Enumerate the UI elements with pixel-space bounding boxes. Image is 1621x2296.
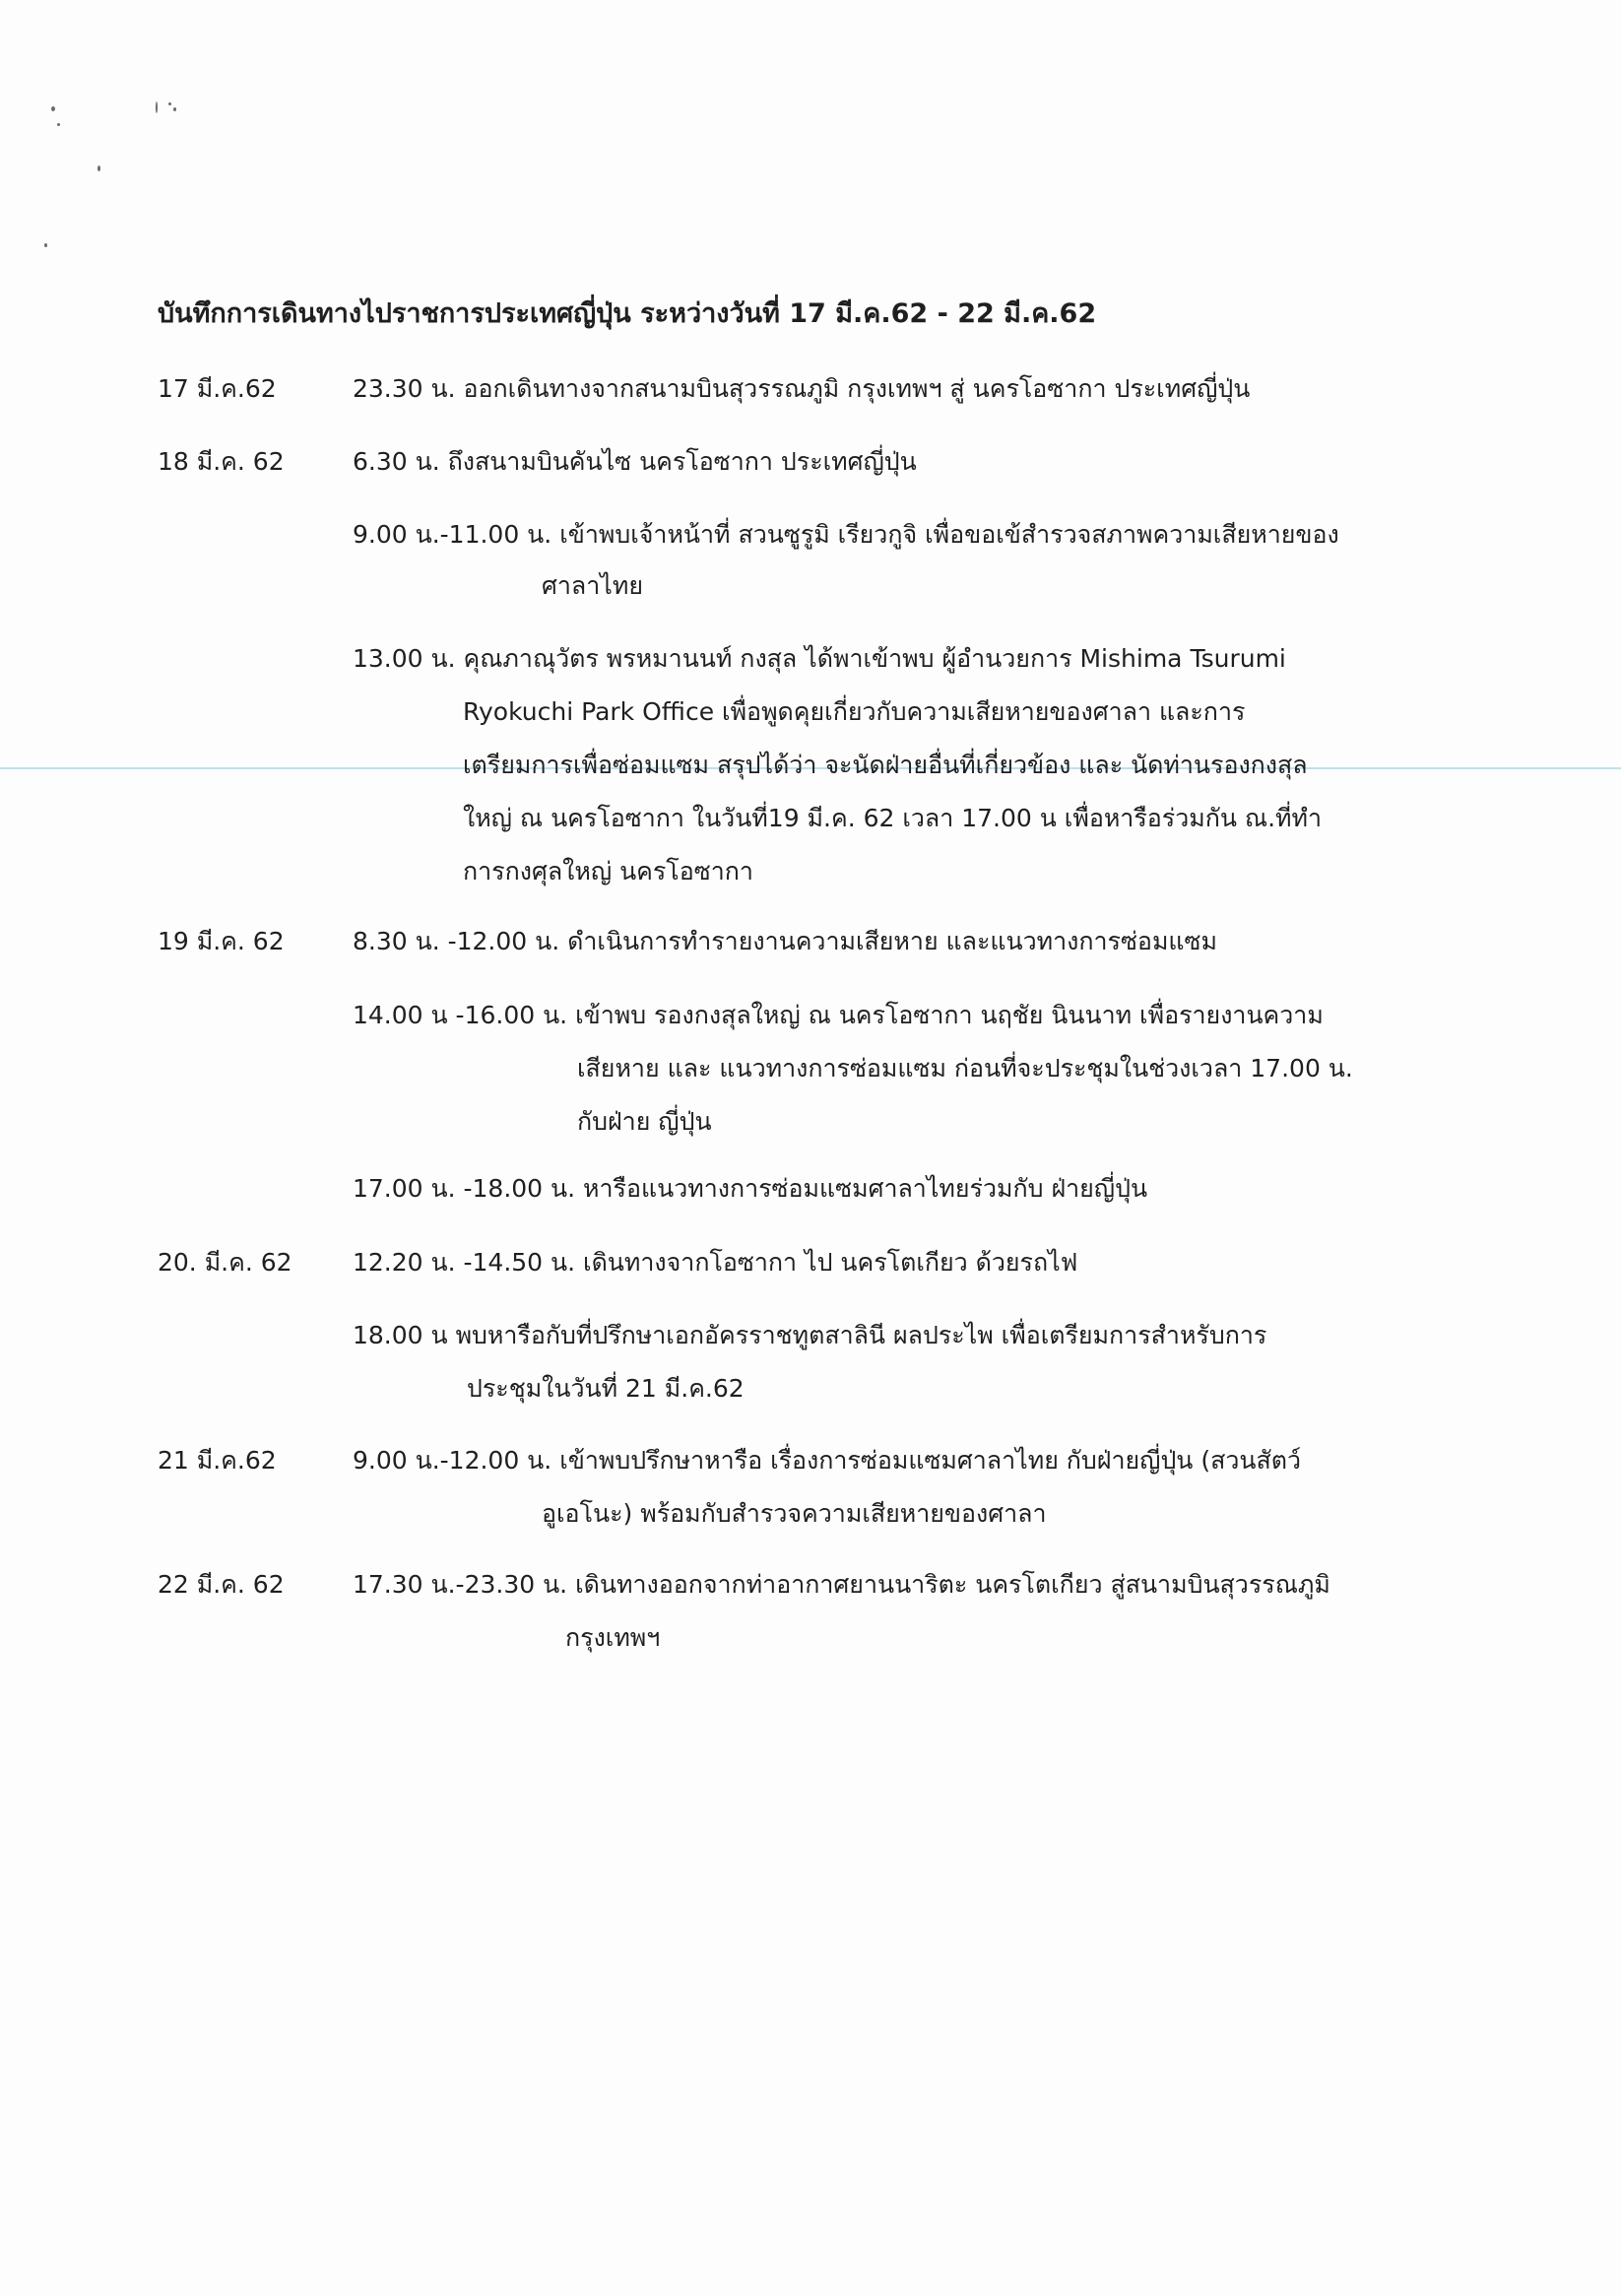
day-date: 19 มี.ค. 62 [158,927,285,955]
schedule-entry [353,1558,1330,1611]
day-date: 21 มี.ค.62 [158,1446,277,1475]
schedule-entry [353,1162,1147,1215]
scan-speck [57,123,60,126]
entry-text: ดำเนินการทำรายงานความเสียหาย และแนวทางการซ่อมแซม [567,927,1217,955]
entry-text: เข้าพบ รองกงสุลใหญ่ ณ นครโอซากา นฤชัย นินนาท เพื่อรายงานความ [575,1001,1324,1029]
scan-speck [173,107,176,111]
scan-speck [44,243,47,247]
entry-time: 8.30 น. -12.00 น. [353,927,560,955]
entry-text: เดินทางออกจากท่าอากาศยานนาริตะ นครโตเกียว สู่สนามบินสุวรรณภูมิ [575,1570,1330,1599]
entry-time: 12.20 น. -14.50 น. [353,1248,576,1277]
entry-continuation: ใหญ่ ณ นครโอซากา ในวันที่19 มี.ค. 62 เวลา 17.00 น เพื่อหารือร่วมกัน ณ.ที่ทำ [463,804,1323,832]
schedule-entry [353,1236,1077,1289]
day-date: 18 มี.ค. 62 [158,447,285,476]
entry-text: ถึงสนามบินคันไซ นครโอซากา ประเทศญี่ปุ่น [447,447,917,476]
document-title: บันทึกการเดินทางไปราชการประเทศญี่ปุ่น ระหว่างวันที่ 17 มี.ค.62 - 22 มี.ค.62 [158,298,1097,329]
entry-text: เดินทางจากโอซากา ไป นครโตเกียว ด้วยรถไฟ [583,1248,1078,1277]
schedule-entry [353,632,1286,686]
entry-text: เข้าพบปรึกษาหารือ เรื่องการซ่อมแซมศาลาไทย กับฝ่ายญี่ปุ่น (สวนสัตว์ [559,1446,1302,1475]
entry-text: หารือแนวทางการซ่อมแซมศาลาไทยร่วมกับ ฝ่ายญี่ปุ่น [583,1174,1148,1203]
entry-continuation: Ryokuchi Park Office เพื่อพูดคุยเกี่ยวกับความเสียหายของศาลา และการ [463,697,1246,726]
entry-continuation: ประชุมในวันที่ 21 มี.ค.62 [467,1374,745,1403]
entry-text: เข้าพบเจ้าหน้าที่ สวนซูรูมิ เรียวกูจิ เพื่อขอเข้สำรวจสภาพความเสียหายของ [559,520,1339,549]
entry-continuation: การกงศุลใหญ่ นครโอซากา [463,857,753,886]
entry-continuation: ศาลาไทย [542,571,643,600]
entry-time: 17.30 น.-23.30 น. [353,1570,568,1599]
entry-time: 9.00 น.-12.00 น. [353,1446,552,1475]
entry-continuation: กรุงเทพฯ [565,1623,661,1652]
schedule-entry [353,435,917,489]
entry-text: ออกเดินทางจากสนามบินสุวรรณภูมิ กรุงเทพฯ สู่ นครโอซากา ประเทศญี่ปุ่น [463,374,1251,403]
scan-speck [168,102,171,105]
schedule-entry [353,362,1250,416]
entry-time: 18.00 น [353,1321,448,1349]
entry-time: 23.30 น. [353,374,456,403]
scan-speck [97,165,100,171]
entry-continuation: กับฝ่าย ญี่ปุ่น [577,1107,712,1136]
entry-time: 9.00 น.-11.00 น. [353,520,552,549]
entry-time: 13.00 น. [353,644,456,673]
day-date: 20. มี.ค. 62 [158,1248,292,1277]
schedule-entry [353,1309,1266,1362]
entry-text: พบหารือกับที่ปรึกษาเอกอัครราชทูตสาลินี ผลประไพ เพื่อเตรียมการสำหรับการ [455,1321,1267,1349]
entry-time: 14.00 น -16.00 น. [353,1001,568,1029]
scan-speck [156,101,158,113]
entry-continuation: อูเอโนะ) พร้อมกับสำรวจความเสียหายของศาลา [542,1499,1047,1528]
entry-text: คุณภาณุวัตร พรหมานนท์ กงสุล ได้พาเข้าพบ ผู้อำนวยการ Mishima Tsurumi [463,644,1286,673]
day-date: 22 มี.ค. 62 [158,1570,285,1599]
schedule-entry [353,508,1339,561]
entry-continuation: เสียหาย และ แนวทางการซ่อมแซม ก่อนที่จะประชุมในช่วงเวลา 17.00 น. [577,1054,1353,1082]
schedule-entry [353,989,1324,1042]
scan-speck [51,106,55,111]
schedule-entry [353,1434,1301,1487]
entry-continuation: เตรียมการเพื่อซ่อมแซม สรุปได้ว่า จะนัดฝ่ายอื่นที่เกี่ยวข้อง และ นัดท่านรองกงสุล [463,751,1308,779]
entry-time: 17.00 น. -18.00 น. [353,1174,576,1203]
day-date: 17 มี.ค.62 [158,374,277,403]
schedule-entry [353,915,1217,968]
entry-time: 6.30 น. [353,447,440,476]
